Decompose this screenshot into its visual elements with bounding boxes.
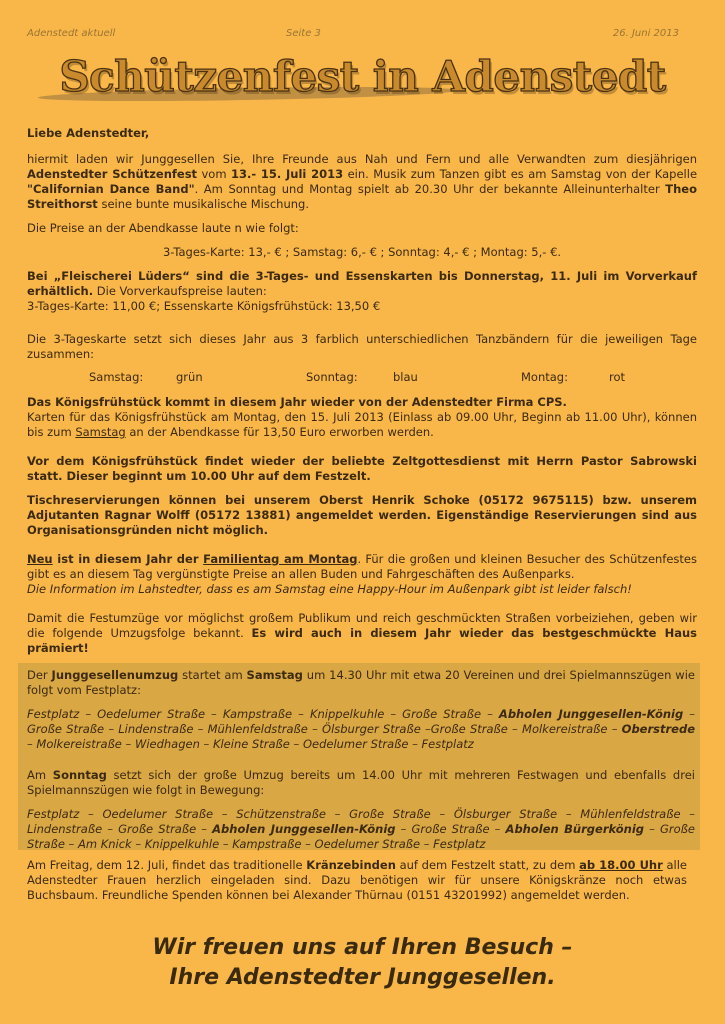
samstag-text: um 14.30 Uhr mit etwa 20 Vereinen und drei Spielmannszügen wie folgt vom Festplatz: [27, 668, 695, 697]
koenig-text: Karten für das Königsfrühstück am Montag, den 15. Juli 2013 (Einlass ab 09.00 Uhr, Beginn ab 11.00 Uhr), können bis zum [27, 410, 697, 439]
header-left: Adenstedt aktuell [27, 28, 116, 39]
closing-line-2: Ihre Adenstedter Junggesellen. [169, 965, 556, 990]
freitag-text: auf dem Festzelt statt, zu dem [395, 858, 580, 872]
freitag-paragraph [27, 858, 687, 903]
samstag-text: Der [27, 668, 52, 682]
page-title: Schützenfest in Adenstedt [59, 52, 666, 101]
koenig-text: an der Abendkasse für 13,50 Euro erworben werden. [125, 425, 434, 439]
samstag-day: Samstag [246, 668, 303, 682]
samstag-intro [27, 668, 695, 698]
samstag-text: startet am [178, 668, 247, 682]
intro-text: seine bunte musikalische Mischung. [97, 197, 310, 211]
tanzband-color: blau [393, 370, 418, 384]
koenig-underline: Samstag [75, 425, 126, 439]
article-body [27, 126, 697, 665]
sonntag-text: setzt sich der große Umzug bereits um 14.00 Uhr mit mehreren Festwagen und ebenfalls drei Spielmannszügen wie folgt in Bewegung: [27, 768, 695, 797]
familientag-neu: Neu [27, 552, 53, 566]
intro-text: vom [197, 167, 231, 181]
tanzband-day: Samstag: [89, 370, 144, 384]
umzug-intro-text: Damit die Festumzüge vor möglichst großem Publikum und reich geschmückten Straßen vorbeiziehen, geben wir die folgende Umzugsfolge bekannt. [27, 611, 697, 640]
presale-prices: 3-Tages-Karte: 11,00 €; Essenskarte Königsfrühstück: 13,50 € [27, 299, 381, 313]
gottesdienst-text: Vor dem Königsfrühstück findet wieder der beliebte Zeltgottesdienst mit Herrn Pastor Sabrowski statt. Dieser beginnt um 10.00 Uhr auf dem Festzelt. [27, 454, 697, 483]
tanzband-day: Montag: [521, 370, 568, 384]
intro-text: hiermit laden wir Junggesellen Sie, Ihre Freunde aus Nah und Fern und alle Verwandten zum diesjährigen [27, 152, 697, 166]
route-text: Festplatz – Oedelumer Straße – Schützenstraße – Große Straße – Ölsburger Straße – Mühlenfeldstraße – Lindenstraße – Große Straße – [27, 807, 695, 836]
route-text: – Große Straße – Am Knick – Knippelkuhle – Kampstraße – Oedelumer Straße – Festplatz [27, 822, 695, 851]
koenig-paragraph [27, 395, 697, 440]
sonntag-day: Sonntag [52, 768, 107, 782]
route-bold: Abholen Junggesellen-König [212, 822, 396, 836]
header-right: 26. Juni 2013 [612, 28, 679, 39]
header-center: Seite 3 [286, 28, 321, 39]
intro-paragraph [27, 152, 697, 212]
familientag-paragraph [27, 552, 697, 597]
tanzband-color: grün [176, 370, 203, 384]
presale-text: Die Vorverkaufspreise lauten: [93, 284, 267, 298]
route-bold: Oberstrede [621, 722, 695, 736]
intro-band: "Californian Dance Band" [27, 182, 195, 196]
gottesdienst-paragraph [27, 454, 697, 484]
tanzband-color: rot [609, 370, 626, 384]
sonntag-route [27, 807, 695, 852]
tanzband-day: Sonntag: [306, 370, 358, 384]
freitag-time: ab 18.00 Uhr [579, 858, 663, 872]
prices-intro: Die Preise an der Abendkasse laute n wie folgt: [27, 221, 299, 235]
freitag-bold: Kränzebinden [306, 858, 396, 872]
presale-paragraph [27, 269, 697, 314]
freitag-text: Am Freitag, dem 12. Juli, findet das traditionelle [27, 858, 307, 872]
intro-entertainer: Theo Streithorst [27, 182, 697, 211]
route-text: – Große Straße – Lindenstraße – Mühlenfeldstraße – Ölsburger Straße –Große Straße – Molkereistraße – [27, 707, 695, 736]
reservierung-paragraph [27, 493, 697, 538]
samstag-bold: Junggesellenumzug [51, 668, 179, 682]
freitag-text: alle Adenstedter Frauen herzlich eingeladen sind. Dazu benötigen wir für unsere Königskränze noch etwas Buchsbaum. Freundliche Spenden können bei Alexander Thürnau (0151 43201992) angemeldet werden. [27, 858, 687, 902]
intro-text: . Am Sonntag und Montag spielt ab 20.30 Uhr der bekannte Alleinunterhalter [194, 182, 666, 196]
reservierung-text: Tischreservierungen können bei unserem Oberst Henrik Schoke (05172 9675115) bzw. unserem Adjutanten Ragnar Wolff (05172 13881) angemeldet werden. Eigenständige Reservierungen sind aus Organisationsgründen nicht möglich. [27, 493, 697, 537]
familientag-note: Die Information im Lahstedter, dass es am Samstag eine Happy-Hour im Außenpark gibt ist leider falsch! [27, 582, 632, 596]
route-bold: Abholen Bürgerkönig [505, 822, 644, 836]
intro-date: 13.- 15. Juli 2013 [230, 167, 344, 181]
sonntag-text: Am [27, 768, 53, 782]
closing [0, 933, 725, 993]
familientag-underline: Familientag am Montag [203, 552, 358, 566]
presale-bold: Bei „Fleischerei Lüders“ sind die 3-Tages- und Essenskarten bis Donnerstag, 11. Juli im Vorverkauf erhältlich. [27, 269, 697, 298]
tanzband-row [27, 370, 697, 385]
koenig-bold: Das Königsfrühstück kommt in diesem Jahr wieder von der Adenstedter Firma CPS. [27, 395, 567, 409]
familientag-text: . Für die großen und kleinen Besucher des Schützenfestes gibt es an diesem Tag vergünstigte Preise an allen Buden und Fahrgeschäften des Außenparks. [27, 552, 698, 581]
intro-text: ein. Musik zum Tanzen gibt es am Samstag von der Kapelle [343, 167, 698, 181]
route-section [27, 668, 695, 861]
route-text: Festplatz – Oedelumer Straße – Kampstraße – Knippelkuhle – Große Straße – [27, 707, 499, 721]
tanzband-text: Die 3-Tageskarte setzt sich dieses Jahr aus 3 farblich unterschiedlichen Tanzbändern für die jeweiligen Tage zusammen: [27, 332, 697, 361]
route-bold: Abholen Junggesellen-König [498, 707, 684, 721]
greeting [27, 126, 697, 141]
route-text: – Molkereistraße – Wiedhagen – Kleine Straße – Oedelumer Straße – Festplatz [27, 737, 474, 751]
familientag-bold: ist in diesem Jahr der [52, 552, 204, 566]
sonntag-intro [27, 768, 695, 798]
intro-bold: Adenstedter Schützenfest [27, 167, 198, 181]
prices-line: 3-Tages-Karte: 13,- € ; Samstag: 6,- € ; Sonntag: 4,- € ; Montag: 5,- €. [162, 245, 562, 259]
umzug-intro-bold: Es wird auch in diesem Jahr wieder das bestgeschmückte Haus prämiert! [27, 626, 697, 655]
umzug-intro-paragraph [27, 611, 697, 656]
samstag-route [27, 707, 695, 752]
closing-line-1: Wir freuen uns auf Ihren Besuch – [152, 935, 573, 960]
route-text: – Große Straße – [395, 822, 506, 836]
greeting-text: Liebe Adenstedter, [27, 126, 150, 140]
